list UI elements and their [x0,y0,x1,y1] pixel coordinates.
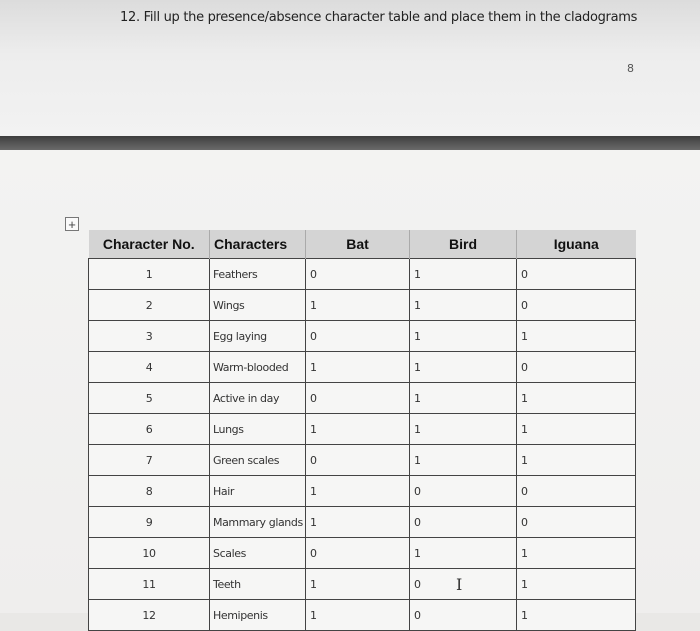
bat-value-cell[interactable]: 1 [306,414,410,445]
character-number-cell: 8 [89,476,210,507]
table-row [89,414,636,445]
table-row [89,476,636,507]
iguana-value-cell[interactable]: 1 [517,321,636,352]
character-number-cell: 1 [89,259,210,290]
character-name-cell: Hemipenis [210,600,306,631]
bird-value-cell[interactable]: 0 [410,569,517,600]
bird-value-cell[interactable]: 1 [410,538,517,569]
iguana-value-cell[interactable]: 1 [517,383,636,414]
iguana-value-cell[interactable]: 0 [517,290,636,321]
bird-value-cell[interactable]: 0 [410,476,517,507]
character-number-cell: 11 [89,569,210,600]
bird-value-cell[interactable]: 1 [410,290,517,321]
header-bird: Bird [410,230,517,259]
bat-value-cell[interactable]: 1 [306,507,410,538]
character-number-cell: 5 [89,383,210,414]
character-number-cell: 10 [89,538,210,569]
table-row [89,538,636,569]
character-name-cell: Scales [210,538,306,569]
character-table [88,230,636,631]
table-row [89,569,636,600]
table-row [89,600,636,631]
bat-value-cell[interactable]: 0 [306,321,410,352]
question-text: 12. Fill up the presence/absence character table and place them in the cladograms [120,10,638,25]
character-name-cell: Hair [210,476,306,507]
table-row [89,321,636,352]
character-name-cell: Egg laying [210,321,306,352]
table-row [89,290,636,321]
character-number-cell: 2 [89,290,210,321]
bat-value-cell[interactable]: 0 [306,383,410,414]
bird-value-cell[interactable]: 1 [410,445,517,476]
character-name-cell: Mammary glands [210,507,306,538]
bat-value-cell[interactable]: 0 [306,538,410,569]
question-page [0,0,700,136]
header-bat: Bat [306,230,410,259]
header-characters: Characters [210,230,306,259]
character-name-cell: Teeth [210,569,306,600]
iguana-value-cell[interactable]: 0 [517,259,636,290]
iguana-value-cell[interactable]: 1 [517,538,636,569]
table-header-row [89,230,636,259]
bird-value-cell[interactable]: 1 [410,321,517,352]
character-number-cell: 9 [89,507,210,538]
bat-value-cell[interactable]: 1 [306,352,410,383]
bat-value-cell[interactable]: 0 [306,445,410,476]
table-row [89,445,636,476]
character-name-cell: Feathers [210,259,306,290]
bird-value-cell[interactable]: 1 [410,414,517,445]
iguana-value-cell[interactable]: 0 [517,476,636,507]
character-number-cell: 7 [89,445,210,476]
iguana-value-cell[interactable]: 0 [517,507,636,538]
character-name-cell: Active in day [210,383,306,414]
iguana-value-cell[interactable]: 0 [517,352,636,383]
bat-value-cell[interactable]: 1 [306,569,410,600]
character-number-cell: 12 [89,600,210,631]
character-name-cell: Wings [210,290,306,321]
bat-value-cell[interactable]: 1 [306,476,410,507]
table-row [89,352,636,383]
move-icon[interactable]: + [65,217,79,231]
bird-value-cell[interactable]: 0 [410,600,517,631]
character-name-cell: Lungs [210,414,306,445]
table-row [89,507,636,538]
bat-value-cell[interactable]: 0 [306,259,410,290]
character-number-cell: 3 [89,321,210,352]
bird-value-cell[interactable]: 1 [410,259,517,290]
bat-value-cell[interactable]: 1 [306,290,410,321]
text-cursor-icon: I [456,575,463,594]
character-number-cell: 6 [89,414,210,445]
character-name-cell: Green scales [210,445,306,476]
header-iguana: Iguana [517,230,636,259]
iguana-value-cell[interactable]: 1 [517,414,636,445]
bat-value-cell[interactable]: 1 [306,600,410,631]
bird-value-cell[interactable]: 1 [410,352,517,383]
iguana-value-cell[interactable]: 1 [517,569,636,600]
table-row [89,383,636,414]
iguana-value-cell[interactable]: 1 [517,600,636,631]
bird-value-cell[interactable]: 1 [410,383,517,414]
iguana-value-cell[interactable]: 1 [517,445,636,476]
page-number: 8 [627,62,634,75]
page-divider [0,136,700,150]
bird-value-cell[interactable]: 0 [410,507,517,538]
header-character-no: Character No. [89,230,210,259]
character-name-cell: Warm-blooded [210,352,306,383]
table-row [89,259,636,290]
character-number-cell: 4 [89,352,210,383]
